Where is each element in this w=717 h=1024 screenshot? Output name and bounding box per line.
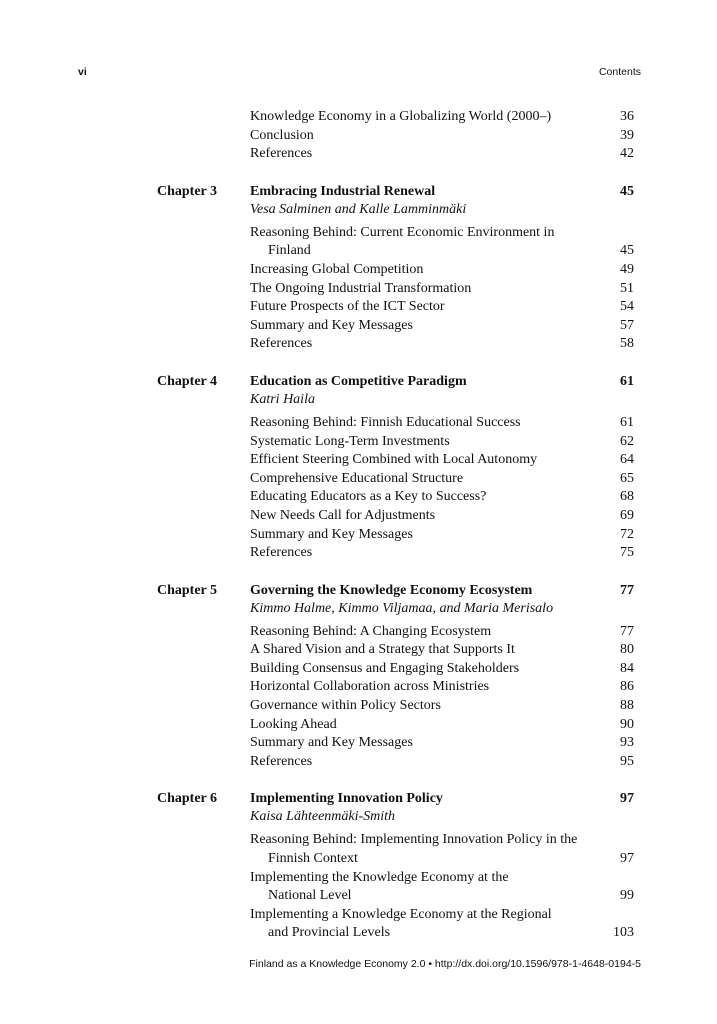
chapter-page: 97 bbox=[620, 791, 634, 807]
entry-page: 99 bbox=[620, 888, 634, 904]
entry-page: 103 bbox=[613, 925, 634, 941]
chapter-authors bbox=[0, 201, 717, 224]
entry-title[interactable]: References bbox=[250, 146, 313, 162]
toc-entry bbox=[0, 280, 717, 299]
authors-text: Vesa Salminen and Kalle Lamminmäki bbox=[250, 201, 467, 217]
chapter-authors bbox=[0, 600, 717, 623]
section-title: Contents bbox=[598, 66, 641, 78]
entry-title[interactable]: Conclusion bbox=[250, 127, 314, 143]
toc-entry bbox=[0, 831, 717, 850]
toc-entry bbox=[0, 697, 717, 716]
toc-entry-continuation bbox=[0, 924, 717, 943]
section-gap bbox=[0, 563, 717, 581]
entry-page: 64 bbox=[620, 452, 634, 468]
entry-page: 80 bbox=[620, 642, 634, 658]
chapter-heading bbox=[0, 789, 717, 808]
authors-text: Katri Haila bbox=[250, 391, 315, 407]
toc-entry bbox=[0, 734, 717, 753]
entry-page: 54 bbox=[620, 299, 634, 315]
entry-page: 51 bbox=[620, 280, 634, 296]
chapter-authors bbox=[0, 808, 717, 831]
toc-entry bbox=[0, 414, 717, 433]
entry-title[interactable]: Comprehensive Educational Structure bbox=[250, 470, 464, 486]
toc-entry bbox=[0, 544, 717, 563]
entry-title[interactable]: The Ongoing Industrial Transformation bbox=[250, 280, 472, 296]
entry-page: 39 bbox=[620, 127, 634, 143]
entry-page: 61 bbox=[620, 414, 634, 430]
entry-page: 88 bbox=[620, 698, 634, 714]
entry-title[interactable]: Reasoning Behind: A Changing Ecosystem bbox=[250, 623, 492, 639]
entry-title[interactable]: References bbox=[250, 545, 313, 561]
entry-title[interactable]: New Needs Call for Adjustments bbox=[250, 507, 436, 523]
chapter-label: Chapter 5 bbox=[157, 582, 218, 598]
entry-page: 36 bbox=[620, 109, 634, 124]
section-gap bbox=[0, 771, 717, 789]
toc-entry bbox=[0, 127, 717, 146]
chapter-heading bbox=[0, 372, 717, 391]
toc-entry bbox=[0, 678, 717, 697]
entry-title[interactable]: and Provincial Levels bbox=[268, 925, 391, 941]
toc-entry bbox=[0, 224, 717, 243]
entry-page: 75 bbox=[620, 545, 634, 561]
entry-title[interactable]: Implementing the Knowledge Economy at the bbox=[250, 869, 509, 885]
entry-title[interactable]: Building Consensus and Engaging Stakeholders bbox=[250, 660, 520, 676]
entry-title[interactable]: References bbox=[250, 336, 313, 352]
toc-entry-continuation bbox=[0, 242, 717, 261]
entry-title[interactable]: National Level bbox=[268, 888, 352, 904]
entry-page: 42 bbox=[620, 146, 634, 162]
entry-page: 65 bbox=[620, 470, 634, 486]
entry-page: 72 bbox=[620, 526, 634, 542]
entry-title[interactable]: Finland bbox=[268, 243, 311, 259]
entry-title[interactable]: Increasing Global Competition bbox=[250, 261, 424, 277]
authors-text: Kimmo Halme, Kimmo Viljamaa, and Maria Merisalo bbox=[250, 600, 554, 616]
section-gap bbox=[0, 354, 717, 372]
toc-entry bbox=[0, 298, 717, 317]
entry-title[interactable]: Knowledge Economy in a Globalizing World (2000–) bbox=[250, 109, 552, 124]
entry-title[interactable]: References bbox=[250, 753, 313, 769]
entry-page: 58 bbox=[620, 336, 634, 352]
chapter-title[interactable]: Implementing Innovation Policy bbox=[250, 791, 443, 807]
chapter-page: 61 bbox=[620, 373, 634, 389]
toc-entry-continuation bbox=[0, 850, 717, 869]
toc-entry bbox=[0, 623, 717, 642]
entry-title[interactable]: Summary and Key Messages bbox=[250, 317, 413, 333]
chapter-label: Chapter 3 bbox=[157, 183, 218, 199]
toc-entry bbox=[0, 869, 717, 888]
entry-page: 77 bbox=[620, 623, 634, 639]
entry-page: 69 bbox=[620, 507, 634, 523]
chapter-title[interactable]: Embracing Industrial Renewal bbox=[250, 183, 436, 199]
toc-entry bbox=[0, 145, 717, 164]
entry-page: 86 bbox=[620, 679, 634, 695]
entry-title[interactable]: Finnish Context bbox=[268, 851, 358, 867]
toc-entry bbox=[0, 906, 717, 925]
entry-title[interactable]: Educating Educators as a Key to Success? bbox=[250, 489, 487, 505]
entry-title[interactable]: Reasoning Behind: Current Economic Environment in bbox=[250, 224, 555, 240]
entry-page: 68 bbox=[620, 489, 634, 505]
chapter-authors bbox=[0, 391, 717, 414]
toc-entry bbox=[0, 433, 717, 452]
entry-title[interactable]: Horizontal Collaboration across Ministries bbox=[250, 679, 490, 695]
toc-entry-continuation bbox=[0, 887, 717, 906]
entry-page: 93 bbox=[620, 735, 634, 751]
authors-text: Kaisa Lähteenmäki-Smith bbox=[250, 809, 396, 825]
chapter-label: Chapter 6 bbox=[157, 791, 218, 807]
entry-title[interactable]: Governance within Policy Sectors bbox=[250, 698, 441, 714]
toc-entry bbox=[0, 451, 717, 470]
entry-title[interactable]: Future Prospects of the ICT Sector bbox=[250, 299, 445, 315]
chapter-title[interactable]: Governing the Knowledge Economy Ecosystem bbox=[250, 582, 533, 598]
entry-title[interactable]: Looking Ahead bbox=[250, 716, 337, 732]
entry-title[interactable]: Efficient Steering Combined with Local Autonomy bbox=[250, 452, 538, 468]
toc-entry bbox=[0, 716, 717, 735]
toc-entry bbox=[0, 753, 717, 772]
entry-title[interactable]: Systematic Long-Term Investments bbox=[250, 433, 450, 449]
toc-entry bbox=[0, 660, 717, 679]
page-number: vi bbox=[78, 66, 87, 78]
entry-page: 45 bbox=[620, 243, 634, 259]
chapter-page: 45 bbox=[620, 183, 634, 199]
chapter-label: Chapter 4 bbox=[157, 373, 218, 389]
entry-title[interactable]: Reasoning Behind: Finnish Educational Success bbox=[250, 414, 521, 430]
entry-title[interactable]: Reasoning Behind: Implementing Innovation Policy in the bbox=[250, 832, 578, 848]
entry-page: 57 bbox=[620, 317, 634, 333]
chapter-title[interactable]: Education as Competitive Paradigm bbox=[250, 373, 467, 389]
section-gap bbox=[0, 164, 717, 182]
toc-entry bbox=[0, 261, 717, 280]
toc-entry bbox=[0, 641, 717, 660]
chapter-heading bbox=[0, 182, 717, 201]
entry-title[interactable]: A Shared Vision and a Strategy that Supports It bbox=[250, 642, 515, 658]
table-of-contents bbox=[0, 108, 717, 943]
entry-page: 95 bbox=[620, 753, 634, 769]
toc-entry bbox=[0, 317, 717, 336]
toc-entry bbox=[0, 108, 717, 127]
entry-page: 84 bbox=[620, 660, 634, 676]
footer: Finland as a Knowledge Economy 2.0 • http://dx.doi.org/10.1596/978-1-4648-0194-5 bbox=[249, 958, 641, 970]
chapter-page: 77 bbox=[620, 582, 634, 598]
entry-page: 90 bbox=[620, 716, 634, 732]
entry-page: 62 bbox=[620, 433, 634, 449]
toc-entry bbox=[0, 526, 717, 545]
entry-title[interactable]: Summary and Key Messages bbox=[250, 735, 413, 751]
toc-entry bbox=[0, 507, 717, 526]
entry-page: 97 bbox=[620, 851, 634, 867]
toc-entry bbox=[0, 470, 717, 489]
entry-title[interactable]: Implementing a Knowledge Economy at the Regional bbox=[250, 906, 552, 922]
toc-entry bbox=[0, 488, 717, 507]
entry-page: 49 bbox=[620, 261, 634, 277]
entry-title[interactable]: Summary and Key Messages bbox=[250, 526, 413, 542]
toc-entry bbox=[0, 335, 717, 354]
chapter-heading bbox=[0, 581, 717, 600]
